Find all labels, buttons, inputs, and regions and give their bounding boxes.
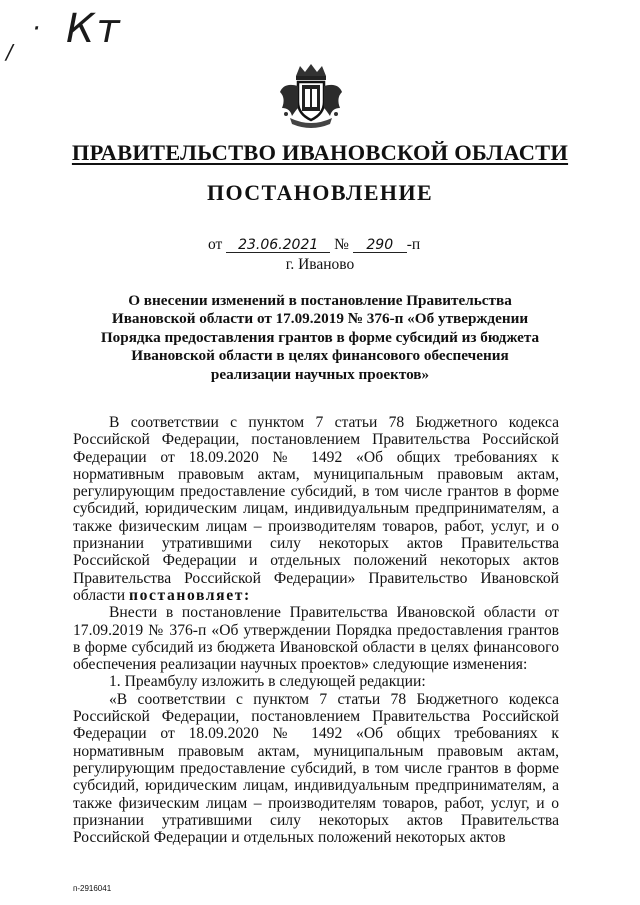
number-prefix: № bbox=[334, 236, 349, 253]
decree-word: постановляет: bbox=[129, 586, 251, 604]
handwritten-dot: · bbox=[32, 14, 41, 44]
footer-code: п-2916041 bbox=[73, 884, 112, 893]
government-title-text: ПРАВИТЕЛЬСТВО ИВАНОВСКОЙ ОБЛАСТИ bbox=[71, 140, 569, 165]
number-field: 290 bbox=[353, 238, 407, 253]
paragraph-preamble bbox=[73, 414, 559, 604]
paragraph-amend: Внести в постановление Правительства Ивановской области от 17.09.2019 № 376-п «Об утверждении Порядка предоставления грантов в форме субсидий из бюджета Ивановской области в целях финансового обеспечения реализации научных проектов» следующие изменения: bbox=[73, 604, 559, 674]
coat-of-arms-emblem-icon bbox=[276, 62, 346, 130]
number-suffix: -п bbox=[406, 236, 421, 253]
paragraph-item-1: 1. Преамбулу изложить в следующей редакции: bbox=[109, 673, 426, 691]
paragraph-new-preamble: «В соответствии с пунктом 7 статьи 78 Бюджетного кодекса Российской Федерации, постановлением Правительства Российской Федерации от 18.09.2020 № 1492 «Об общих требованиях к нормативным правовым актам, муниципальным правовым актам, регулирующим предоставление субсидий, в том числе грантов в форме субсидий, юридическим лицам, индивидуальным предпринимателям, а также физическим лицам – производителям товаров, работ, услуг, и о признании утратившими силу некоторых актов Правительства Российской Федерации и отдельных положений некоторых актов bbox=[73, 690, 559, 847]
date-field: 23.06.2021 bbox=[226, 238, 330, 253]
document-body bbox=[73, 414, 559, 846]
date-prefix: от bbox=[208, 236, 223, 253]
city-line: г. Иваново bbox=[285, 256, 355, 273]
government-title bbox=[0, 140, 640, 166]
handwritten-tick: / bbox=[6, 40, 13, 64]
document-subject: О внесении изменений в постановление Правительства Ивановской области от 17.09.2019 № 376-п «Об утверждении Порядка предоставления грантов в форме субсидий из бюджета Ивановской области в целях финансового обеспечения реализации научных проектов» bbox=[100, 292, 540, 383]
handwritten-mark: Кт bbox=[66, 6, 122, 52]
date-number-line bbox=[208, 236, 420, 254]
document-type-title: ПОСТАНОВЛЕНИЕ bbox=[206, 180, 434, 205]
paragraph-preamble-text: В соответствии с пунктом 7 статьи 78 Бюджетного кодекса Российской Федерации, постановлением Правительства Российской Федерации от 18.09.2020 № 1492 «Об общих требованиях к нормативным правовым актам, муниципальным правовым актам, регулирующим предоставление субсидий, в том числе грантов в форме субсидий, юридическим лицам, индивидуальным предпринимателям, а также физическим лицам – производителям товаров, работ, услуг, и о признании утратившими силу некоторых актов Правительства Российской Федерации и отдельных положений некоторых актов Правительства Российской Федерации» Правительство Ивановской области bbox=[73, 414, 559, 604]
